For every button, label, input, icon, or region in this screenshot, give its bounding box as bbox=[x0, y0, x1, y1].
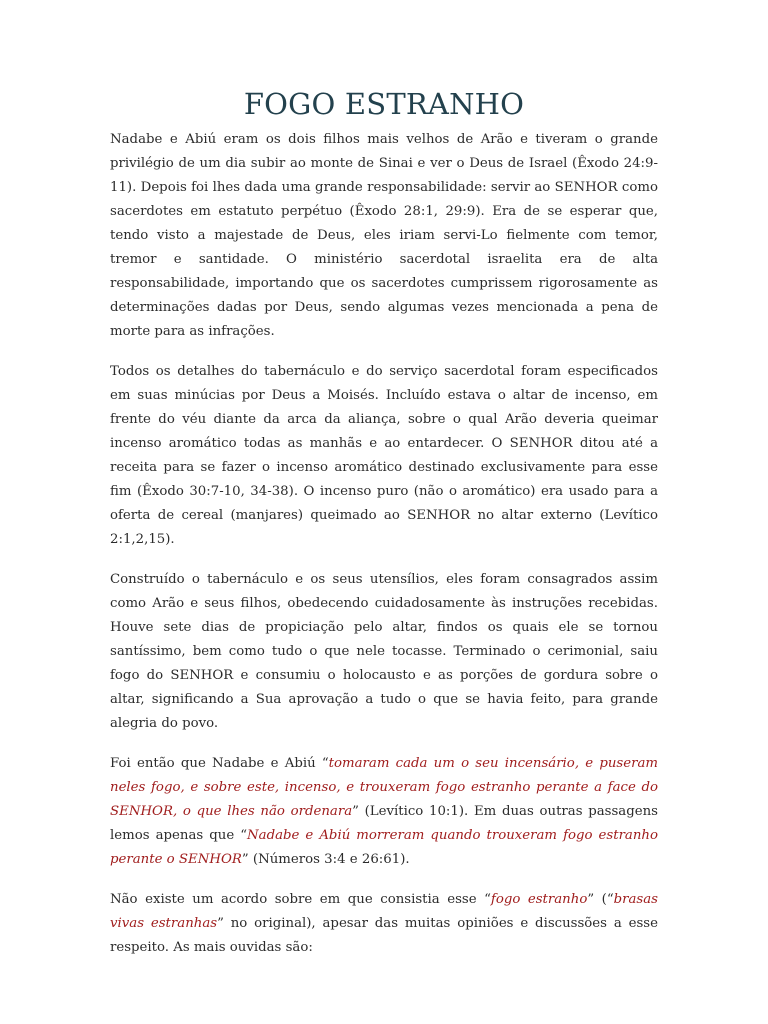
paragraph-4-text-1: Foi então que Nadabe e Abiú “ bbox=[110, 756, 329, 771]
paragraph-5-text-1: Não existe um acordo sobre em que consistia esse “ bbox=[110, 892, 491, 907]
paragraph-3: Construído o tabernáculo e os seus utensílios, eles foram consagrados assim como Arão e seus filhos, obedecendo cuidadosamente às instruções recebidas. Houve sete dias de propiciação pelo altar, findos os quais ele se tornou santíssimo, bem como tudo o que nele tocasse. Terminado o cerimonial, saiu fogo do SENHOR e consumiu o holocausto e as porções de gordura sobre o altar, significando a Sua aprovação a tudo o que se havia feito, para grande alegria do povo. bbox=[110, 572, 658, 731]
paragraph-5 bbox=[110, 888, 658, 960]
paragraph-4-text-3: ” (Números 3:4 e 26:61). bbox=[241, 852, 410, 867]
paragraph-4-text-2: ” (Levítico 10:1). Em duas outras passagens lemos apenas que “ bbox=[110, 804, 658, 843]
paragraph-5-text-3: ” no original), apesar das muitas opiniões e discussões a esse respeito. As mais ouvidas são: bbox=[110, 916, 658, 955]
quote-brasas-vivas: brasas vivas estranhas bbox=[110, 892, 659, 931]
scripture-quote-numbers: Nadabe e Abiú morreram quando trouxeram fogo estranho perante o SENHOR bbox=[110, 828, 658, 867]
paragraph-2: Todos os detalhes do tabernáculo e do serviço sacerdotal foram especificados em suas minúcias por Deus a Moisés. Incluído estava o altar de incenso, em frente do véu diante da arca da aliança, sobre o qual Arão deveria queimar incenso aromático todas as manhãs e ao entardecer. O SENHOR ditou até a receita para se fazer o incenso aromático destinado exclusivamente para esse fim (Êxodo 30:7-10, 34-38). O incenso puro (não o aromático) era usado para a oferta de cereal (manjares) queimado ao SENHOR no altar externo (Levítico 2:1,2,15). bbox=[110, 364, 658, 547]
page-title: FOGO ESTRANHO bbox=[243, 87, 525, 121]
paragraph-4 bbox=[110, 752, 658, 872]
document-body bbox=[110, 128, 658, 976]
scripture-quote-leviticus: tomaram cada um o seu incensário, e puseram neles fogo, e sobre este, incenso, e trouxeram fogo estranho perante a face do SENHOR, o que lhes não ordenara bbox=[110, 756, 658, 819]
paragraph-1: Nadabe e Abiú eram os dois filhos mais velhos de Arão e tiveram o grande privilégio de um dia subir ao monte de Sinai e ver o Deus de Israel (Êxodo 24:9-11). Depois foi lhes dada uma grande responsabilidade: servir ao SENHOR como sacerdotes em estatuto perpétuo (Êxodo 28:1, 29:9). Era de se esperar que, tendo visto a majestade de Deus, eles iriam servi-Lo fielmente com temor, tremor e santidade. O ministério sacerdotal israelita era de alta responsabilidade, importando que os sacerdotes cumprissem rigorosamente as determinações dadas por Deus, sendo algumas vezes mencionada a pena de morte para as infrações. bbox=[110, 132, 658, 339]
quote-fogo-estranho: fogo estranho bbox=[490, 892, 588, 907]
paragraph-5-text-2: ” (“ bbox=[587, 892, 614, 907]
